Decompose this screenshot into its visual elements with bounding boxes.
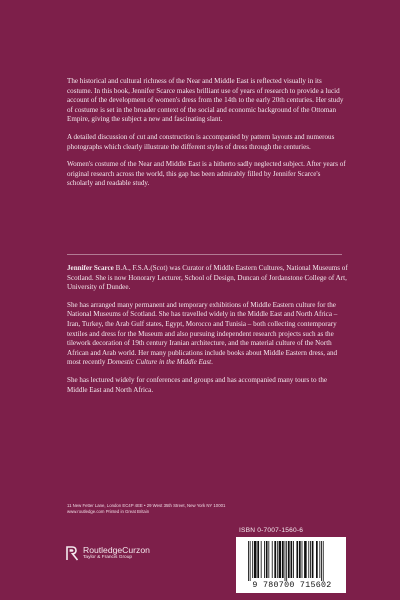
author-bio-paragraph-1 [67,264,349,293]
publisher-name: RoutledgeCurzon [83,545,150,555]
barcode-bar [277,541,278,578]
barcode-bar [302,541,303,578]
barcode-bar [266,541,268,578]
barcode-bar [288,541,290,578]
barcode-panel [236,537,346,593]
barcode-graphic [246,541,342,581]
barcode-bar [272,541,273,578]
barcode-bar [319,541,320,578]
blurb-paragraph-2: A detailed discussion of cut and construction is accompanied by pattern layouts and numerous photographs which clearly illustrate the different styles of dress through the centuries. [67,132,335,151]
barcode-bar [282,541,284,578]
address-line-1: 11 New Fetter Lane, London EC4P 4EE • 29 West 35th Street, New York NY 10001 [67,503,226,508]
barcode-bar [252,541,253,578]
barcode-bar [248,541,249,581]
author-bio-period: . [211,358,213,367]
blurb-paragraph-3: Women's costume of the Near and Middle East is a hitherto sadly neglected subject. After years of original research across the world, this gap has been admirably filled by Jennifer Scarce's scholarly and readable study. [67,160,346,188]
publisher-logo [66,545,150,561]
author-bio-paragraph-2 [67,301,349,368]
author-biography [67,264,349,403]
barcode-bar [321,541,322,581]
barcode-bar [293,541,294,578]
barcode-bar [323,541,324,581]
barcode-bar [299,541,301,578]
author-bio-text: She has arranged many permanent and temporary exhibitions of Middle Eastern culture for the National Museums of Scotland. She has travelled widely in the Middle East and North Africa – Iran, Turkey, the Arab Gulf states, Egypt, Morocco and Tunisia – both collecting contemporary textiles and dress for the Museum and also pursuing independent research projects such as the tilework decoration of 19th century Iranian architecture, and the material culture of the North African and Arab world. Her many publications include books about Middle Eastern dress, and most recently [67,300,338,367]
section-divider [67,254,342,255]
author-name: Jennifer Scarce [67,264,114,272]
book-title-italic: Domestic Culture in the Middle East [107,358,212,367]
barcode-bar [254,541,257,578]
barcode-bar [316,541,318,578]
barcode-digits: 9 780700 715602 [252,581,332,590]
book-blurb [67,77,347,197]
author-credentials: B.A., F.S.A.(Scot) was Curator of Middle Eastern Cultures, National Museums of Scotland. She is now Honorary Lecturer, School of Design, Duncan of Jordanstone College of Art, University of Dundee. [67,264,348,292]
blurb-paragraph-1: The historical and cultural richness of the Near and Middle East is reflected visually in its costume. In this book, Jennifer Scarce makes brilliant use of years of research to provide a lucid account of the development of women's dress from the 14th to the early 20th centuries. Her study of costume is set in the broader context of the social and economic background of the Ottoman Empire, giving the subject a new and fascinating slant. [67,77,344,124]
barcode-bar [274,541,276,578]
routledge-logo-icon [66,546,79,561]
barcode-bar [268,541,269,578]
barcode-bar [308,541,309,578]
barcode-bar [286,541,287,581]
barcode-bar [312,541,314,578]
publisher-text [83,545,150,561]
author-bio-paragraph-3: She has lectured widely for conferences and groups and has accompanied many tours to the Middle East and North Africa. [67,375,328,394]
publisher-addresses [67,503,297,515]
barcode-bar [291,541,293,578]
isbn-label: ISBN 0-7007-1560-6 [239,527,304,534]
barcode-bar [257,541,259,578]
barcode-bar [304,541,307,578]
barcode-bar [264,541,265,578]
barcode-bar [285,541,286,581]
barcode-bar [296,541,298,578]
barcode-bar [261,541,262,578]
barcode-bar [250,541,251,581]
publisher-group: Taylor & Francis Group [83,555,133,560]
address-line-2: www.routledge.com Printed in Great Britain [67,509,150,514]
barcode-bar [310,541,311,578]
barcode-bar [279,541,282,578]
